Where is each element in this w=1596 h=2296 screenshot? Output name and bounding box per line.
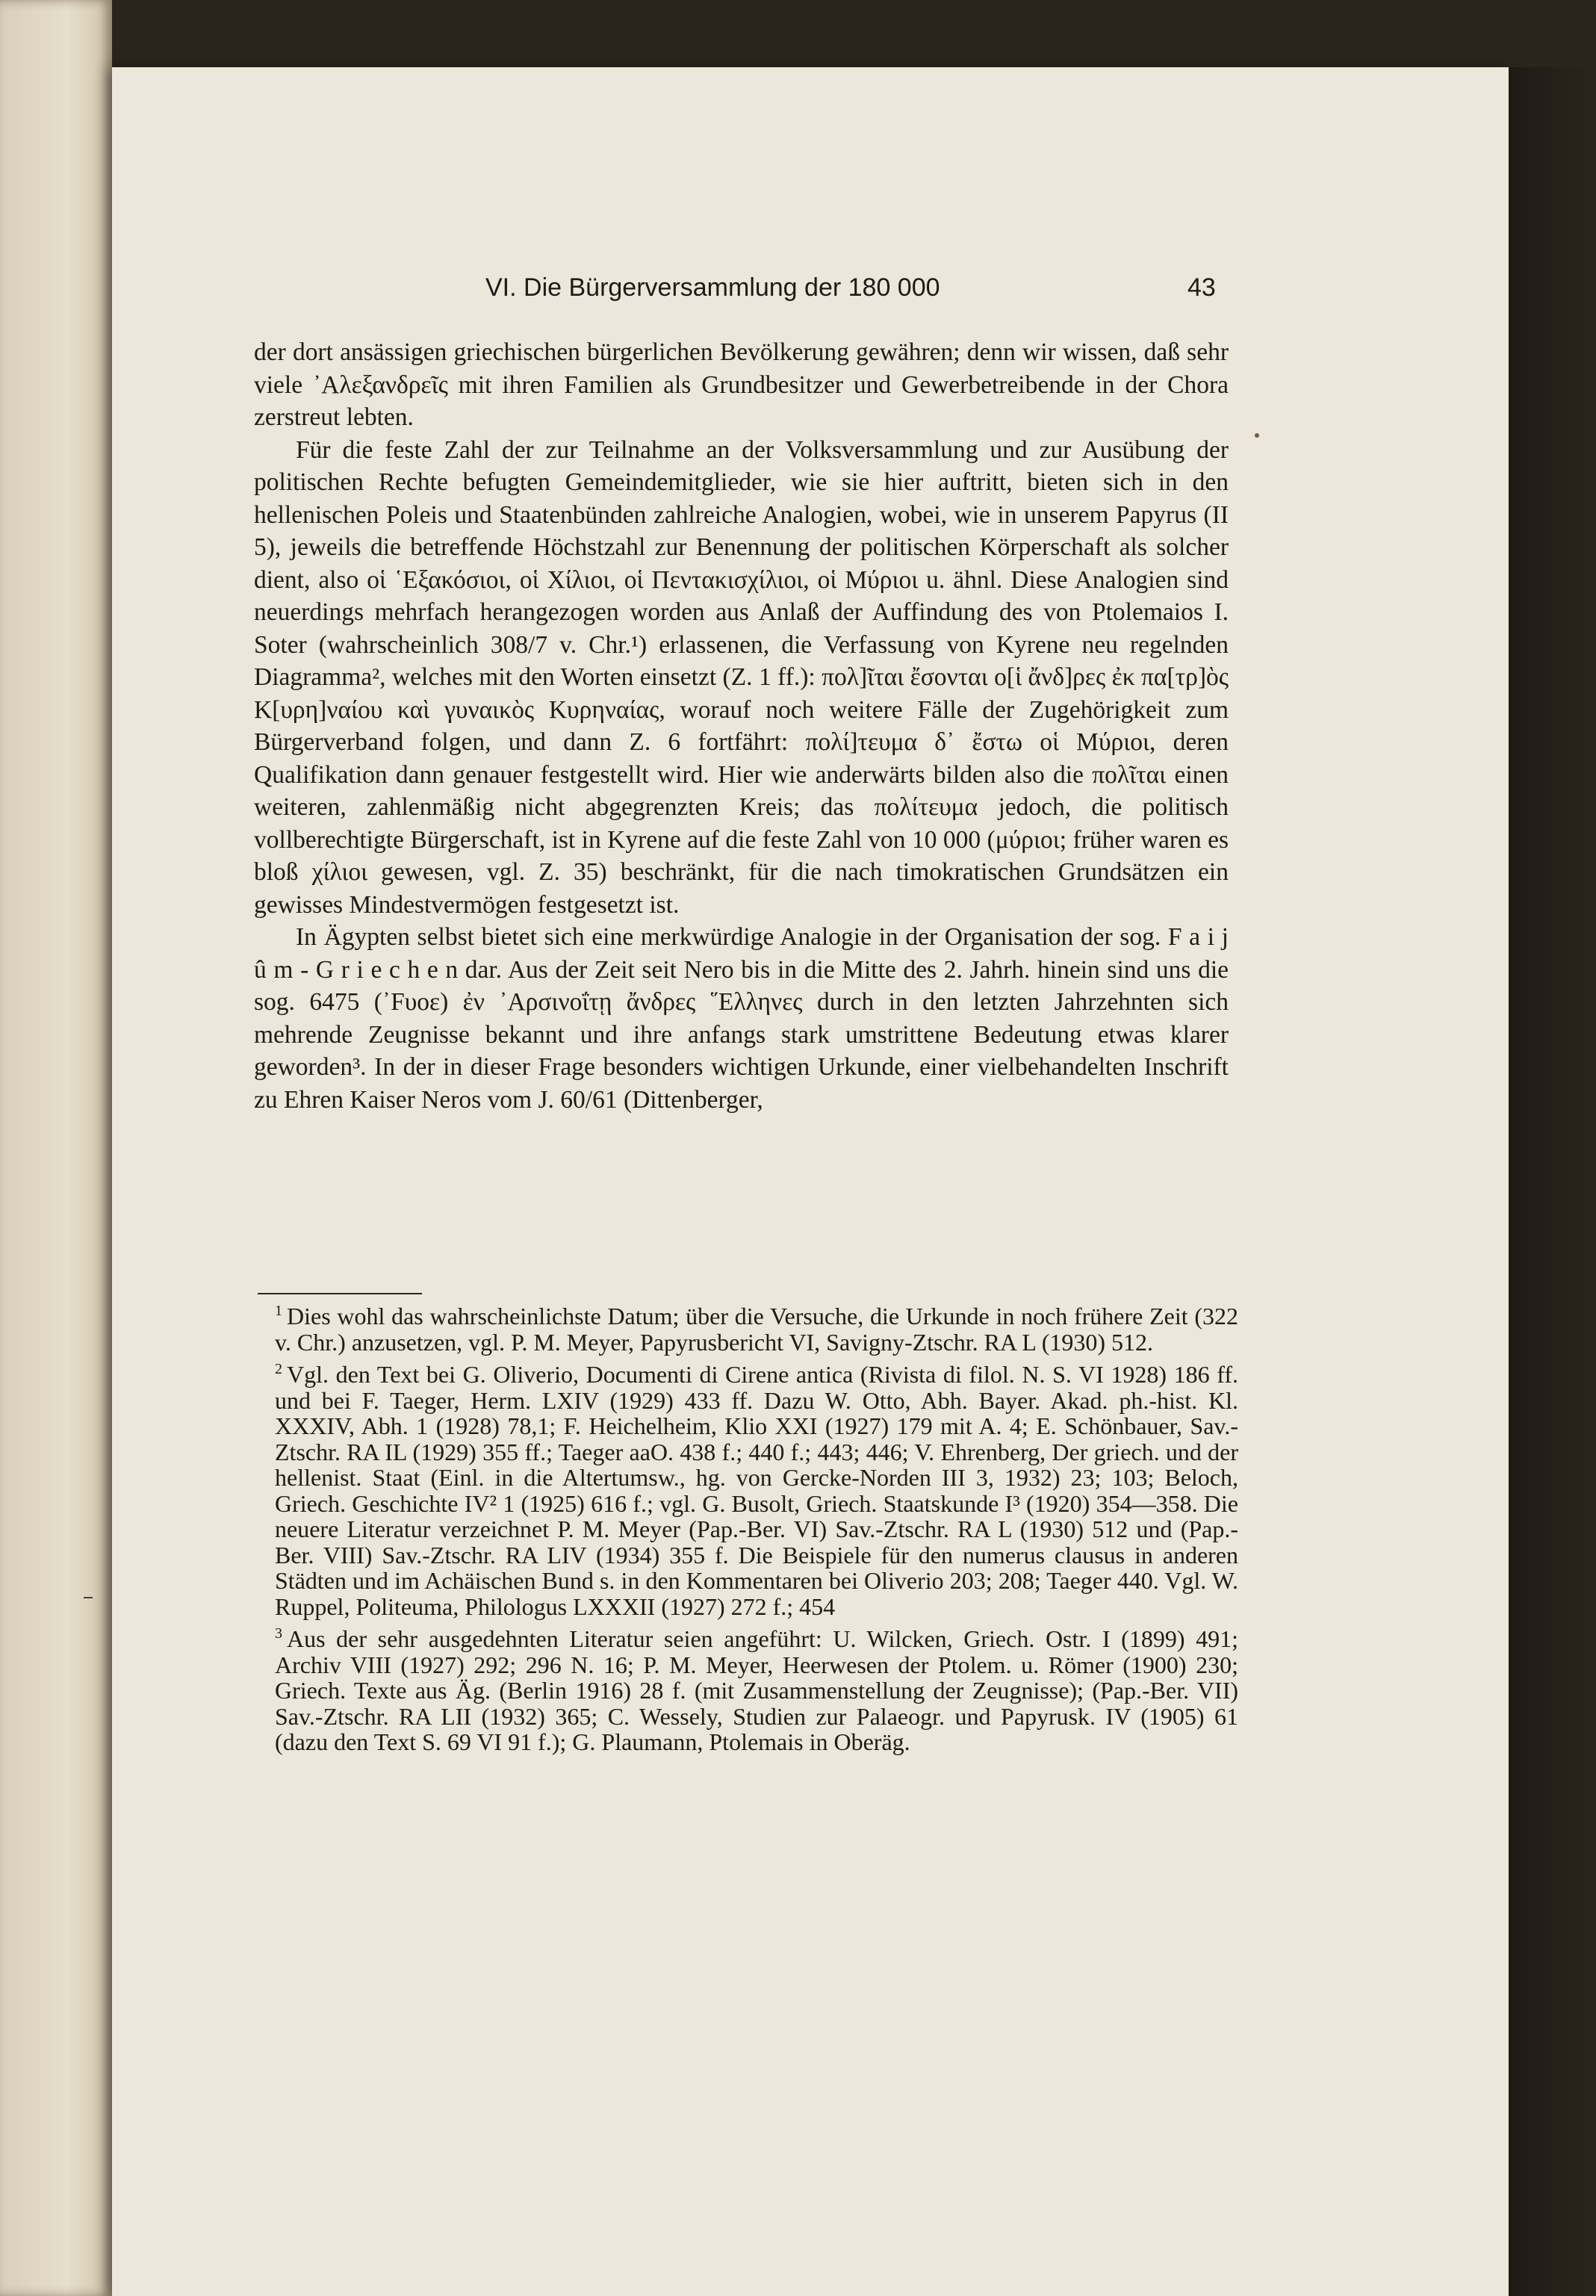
main-text [254,336,1229,1116]
paper-speck [1255,433,1259,438]
scan-background-right [1501,67,1596,2296]
footnote [275,1621,1238,1755]
page-number: 43 [1187,273,1216,302]
footnote-marker: 1 [275,1303,282,1319]
footnote-text: Aus der sehr ausgedehnten Literatur seien angeführt: U. Wilcken, Griech. Ostr. I (1899) 491; Archiv VIII (1927) 292; 296 N. 16; P. M. Meyer, Heerwesen der Ptolem. u. Römer (1900) 230; Griech. Texte aus Äg. (Berlin 1916) 28 f. (mit Zusammenstellung der Zeugnisse); (Pap.-Ber. VII) Sav.-Ztschr. RA LII (1932) 365; C. Wessely, Studien zur Palaeogr. und Papyrusk. IV (1905) 61 (dazu den Text S. 69 VI 91 f.); G. Plaumann, Ptolemais in Oberäg. [275,1625,1238,1755]
footnote-marker: 2 [275,1361,282,1377]
footnote-text: Vgl. den Text bei G. Oliverio, Documenti di Cirene antica (Rivista di filol. N. S. VI 1928) 186 ff. und bei F. Taeger, Herm. LXIV (1929) 433 ff. Dazu W. Otto, Abh. Bayer. Akad. ph.-hist. Kl. XXXIV, Abh. 1 (1928) 78,1; F. Heichelheim, Klio XXI (1927) 179 mit A. 4; E. Schönbauer, Sav.-Ztschr. RA IL (1929) 355 ff.; Taeger aaO. 438 f.; 440 f.; 443; 446; V. Ehrenberg, Der griech. und der hellenist. Staat (Einl. in die Altertumsw., hg. von Gercke-Norden III 3, 1932) 23; 103; Beloch, Griech. Geschichte IV² 1 (1925) 616 f.; vgl. G. Busolt, Griech. Staatskunde I³ (1920) 354—358. Die neuere Literatur verzeichnet P. M. Meyer (Pap.-Ber. VI) Sav.-Ztschr. RA L (1930) 512 und (Pap.-Ber. VIII) Sav.-Ztschr. RA LIV (1934) 355 f. Die Beispiele für den numerus clausus in anderen Städten und im Achäischen Bund s. in den Kommentaren bei Oliverio 203; 208; Taeger 440. Vgl. W. Ruppel, Politeuma, Philologus LXXXII (1927) 272 f.; 454 [275,1361,1238,1620]
footnote [275,1298,1238,1355]
footnote-marker: 3 [275,1625,282,1642]
paragraph: In Ägypten selbst bietet sich eine merkwürdige Analogie in der Organisation der sog. F a i j û m - G r i e c h e n dar. Aus der Zeit seit Nero bis in die Mitte des 2. Jahrh. hinein sind uns die sog. 6475 (᾿Fυοε) ἐν ᾿Αρσινοΐτῃ ἄνδρες ῞Ελληνες durch in den letzten Jahrzehnten sich mehrende Zeugnisse bekannt und ihre anfangs stark umstrittene Bedeutung etwas klarer geworden³. In der in dieser Frage besonders wichtigen Urkunde, einer vielbehandelten Inschrift zu Ehren Kaiser Neros vom J. 60/61 (Dittenberger, [254,923,1229,1114]
paragraph: der dort ansässigen griechischen bürgerlichen Bevölkerung gewähren; denn wir wissen, daß sehr viele ᾿Αλεξανδρεῖς mit ihren Familien als Grundbesitzer und Gewerbetreibende in der Chora zerstreut lebten. [254,338,1229,431]
running-title: VI. Die Bürgerversammlung der 180 000 [485,273,940,302]
paragraph: Für die feste Zahl der zur Teilnahme an der Volksversammlung und zur Ausübung der politischen Rechte befugten Gemeindemitglieder, wie sie hier auftritt, bieten sich in den hellenischen Poleis und Staatenbünden zahlreiche Analogien, wobei, wie in unserem Papyrus (II 5), jeweils die betreffende Höchstzahl zur Benennung der politischen Körperschaft als solcher dient, also οἱ ῾Εξακόσιοι, οἱ Χίλιοι, οἱ Πεντακισχίλιοι, οἱ Μύριοι u. ähnl. Diese Analogien sind neuerdings mehrfach herangezogen worden aus Anlaß der Auffindung des von Ptolemaios I. Soter (wahrscheinlich 308/7 v. Chr.¹) erlassenen, die Verfassung von Kyrene neu regelnden Diagramma², welches mit den Worten einsetzt (Z. 1 ff.): πολ]ῖται ἔσονται ο[ἱ ἄνδ]ρες ἐκ πα[τρ]ὸς Κ[υρη]ναίου καὶ γυναικὸς Κυρηναίας, worauf noch weitere Fälle der Zugehörigkeit zum Bürgerverband folgen, und dann Z. 6 fortfährt: πολί]τευμα δ᾿ ἔστω οἱ Μύριοι, deren Qualifikation dann genauer festgestellt wird. Hier wie anderwärts bilden also die πολῖται einen weiteren, zahlenmäßig nicht abgegrenzten Kreis; das πολίτευμα jedoch, die politisch vollberechtigte Bürgerschaft, ist in Kyrene auf die feste Zahl von 10 000 (μύριοι; früher waren es bloß χίλιοι gewesen, vgl. Z. 35) beschränkt, für die nach timokratischen Grundsätzen ein gewisses Mindestvermögen festgesetzt ist. [254,435,1229,919]
footnotes [275,1298,1238,1755]
footnote [275,1356,1238,1619]
margin-mark [84,1597,93,1598]
footnote-text: Dies wohl das wahrscheinlichste Datum; über die Versuche, die Urkunde in noch frühere Zeit (322 v. Chr.) anzusetzen, vgl. P. M. Meyer, Papyrusbericht VI, Savigny-Ztschr. RA L (1930) 512. [275,1303,1238,1356]
facing-page-edge [0,0,112,2296]
footnote-separator [258,1293,422,1294]
